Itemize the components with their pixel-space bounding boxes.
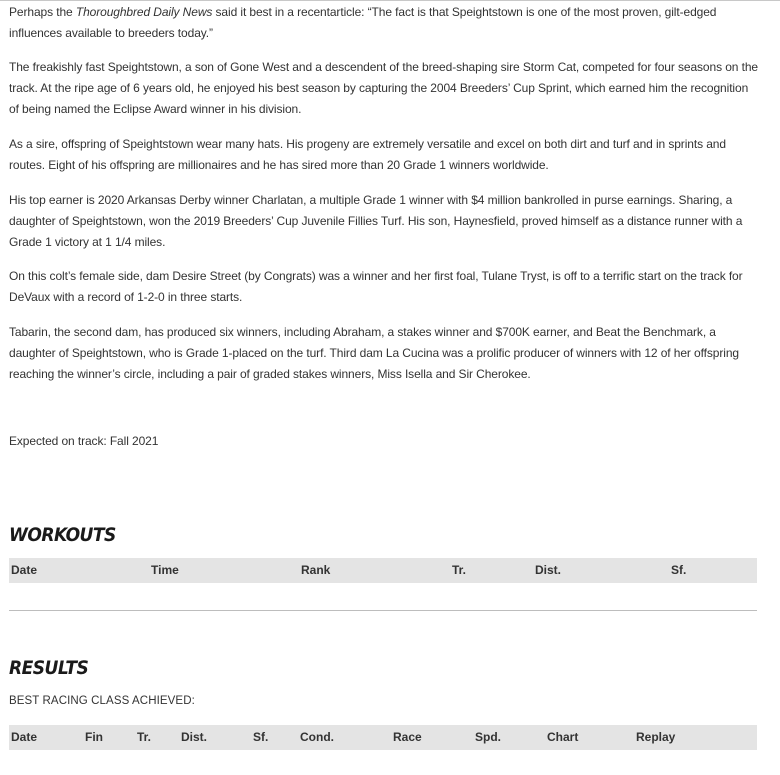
dam-paragraph: On this colt’s female side, dam Desire Street (by Congrats) was a winner and her first foal, Tulane Tryst, is off to a terrific start on the track for DeVaux with a record of 1-2-0 in three starts.	[9, 269, 743, 304]
results-col-dist: Dist.	[181, 730, 208, 744]
best-racing-class-label: BEST RACING CLASS ACHIEVED:	[9, 695, 195, 707]
workouts-table-header	[9, 558, 757, 583]
results-col-condition: Cond.	[300, 730, 334, 744]
intro-paragraph	[9, 2, 759, 44]
workouts-col-dist: Dist.	[535, 563, 562, 577]
workouts-col-track: Tr.	[452, 563, 467, 577]
workouts-heading: WORKOUTS	[9, 524, 116, 546]
second-dam-paragraph: Tabarin, the second dam, has produced six winners, including Abraham, a stakes winner and $700K earner, and Beat the Benchmark, a daughter of Speightstown, who is Grade 1-placed on the turf. Third dam La Cucina was a prolific producer of winners with 12 of her offspring reaching the winner’s circle, including a pair of graded stakes winners, Miss Isella and Sir Cherokee.	[9, 325, 739, 381]
sire-paragraph: As a sire, offspring of Speightstown wear many hats. His progeny are extremely versatile and excel on both dirt and turf and in sprints and routes. Eight of his offspring are millionaires and he has sired more than 20 Grade 1 winners worldwide.	[9, 137, 726, 172]
top-earners-paragraph: His top earner is 2020 Arkansas Derby winner Charlatan, a multiple Grade 1 winner with $4 million bankrolled in purse earnings. Sharing, a daughter of Speightstown, won the 2019 Breeders’ Cup Juvenile Fillies Turf. His son, Haynesfield, proved himself as a distance runner with a Grade 1 victory at 1 1/4 miles.	[9, 193, 743, 249]
results-heading: RESULTS	[9, 657, 89, 679]
results-col-speed: Spd.	[475, 730, 501, 744]
intro-text-start: Perhaps the	[9, 5, 76, 19]
publication-name: Thoroughbred Daily News	[75, 5, 213, 19]
results-col-finish: Fin	[85, 730, 103, 744]
expected-on-track: Expected on track: Fall 2021	[9, 434, 159, 448]
results-col-date: Date	[11, 730, 38, 744]
workouts-col-date: Date	[11, 563, 38, 577]
intro-quote: said it best in a recentarticle: “The fact is that Speightstown is one of the most proven, gilt-edged influences available to breeders today.”	[9, 5, 717, 40]
top-border	[0, 0, 780, 1]
workouts-col-surface: Sf.	[671, 563, 687, 577]
results-table-header	[9, 725, 757, 750]
workouts-col-time: Time	[151, 563, 179, 577]
results-col-track: Tr.	[137, 730, 152, 744]
results-col-replay: Replay	[636, 730, 676, 744]
workouts-col-rank: Rank	[301, 563, 331, 577]
results-col-race: Race	[393, 730, 422, 744]
workouts-divider	[9, 610, 757, 611]
results-col-chart: Chart	[547, 730, 579, 744]
results-col-surface: Sf.	[253, 730, 269, 744]
career-paragraph: The freakishly fast Speightstown, a son of Gone West and a descendent of the breed-shaping sire Storm Cat, competed for four seasons on the track. At the ripe age of 6 years old, he enjoyed his best season by capturing the 2004 Breeders’ Cup Sprint, which earned him the recognition of being named the Eclipse Award winner in his division.	[9, 60, 758, 116]
